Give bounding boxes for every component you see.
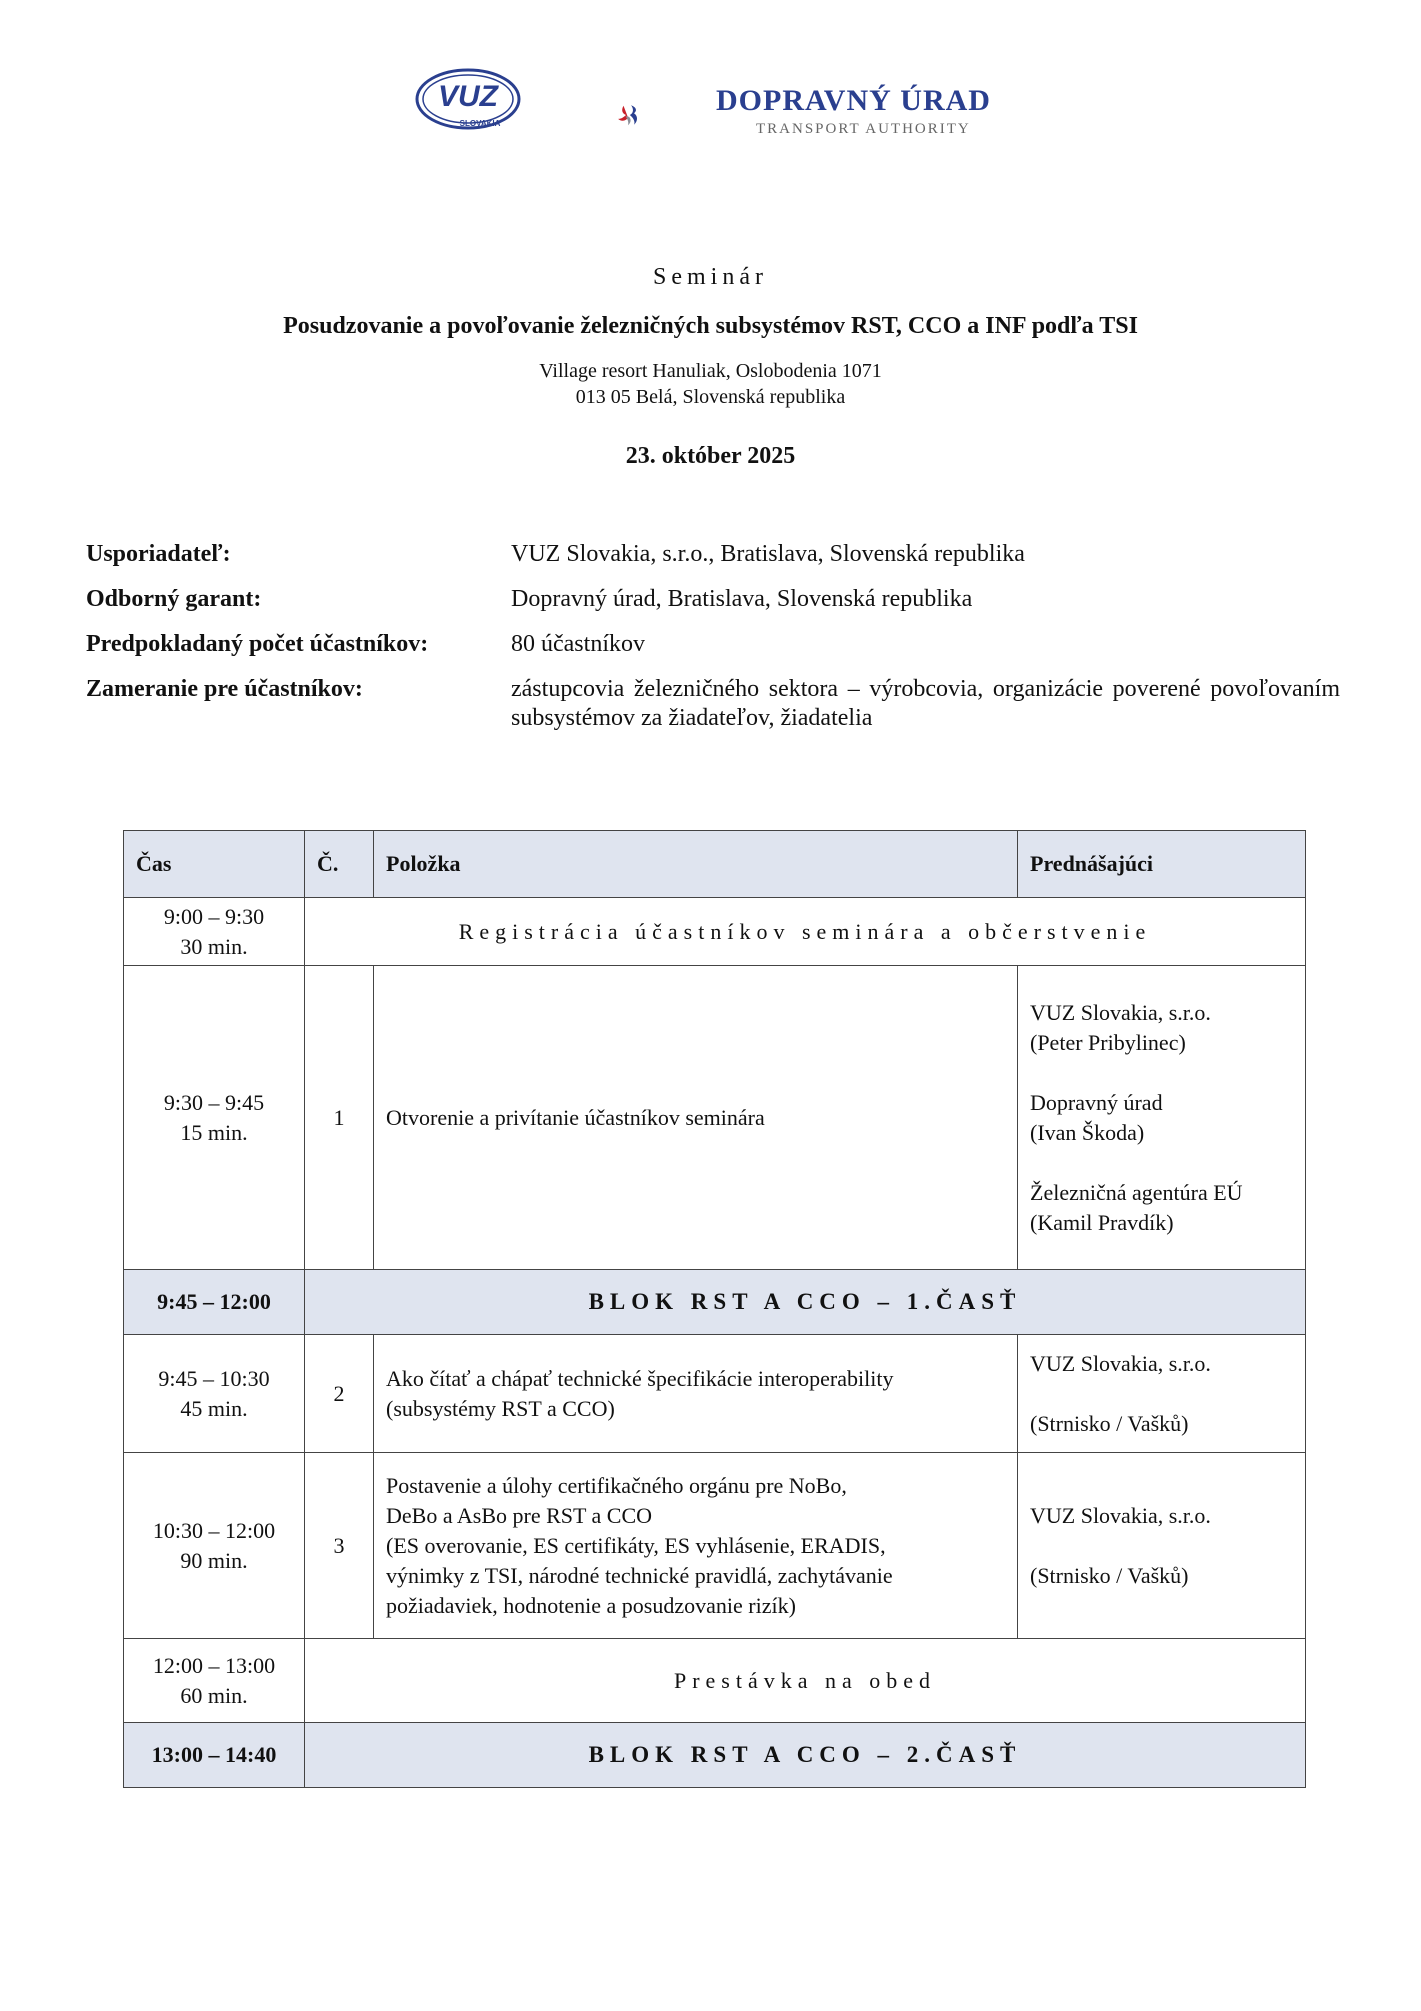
du-logo-subtitle: TRANSPORT AUTHORITY <box>756 121 971 137</box>
table-row-lunch <box>124 1639 1306 1723</box>
vuz-logo-subtext: SLOVAKIA <box>459 119 501 128</box>
presenter-org: Dopravný úrad <box>1030 1089 1163 1115</box>
time-cell <box>124 898 305 966</box>
item-line: požiadaviek, hodnotenie a posudzovanie rizík) <box>386 1592 796 1618</box>
table-row-opening <box>124 966 1306 1270</box>
table-row-block-1 <box>124 1270 1306 1335</box>
block-title: BLOK RST A CCO – 1.ČASŤ <box>305 1270 1306 1335</box>
info-value: Dopravný úrad, Bratislava, Slovenská republika <box>511 586 973 612</box>
item-line: (subsystémy RST a CCO) <box>386 1395 615 1421</box>
time-range: 9:00 – 9:30 <box>163 903 265 929</box>
info-row-organizer <box>86 540 1340 569</box>
time-cell <box>124 966 305 1270</box>
col-header-no: Č. <box>305 831 374 898</box>
block-time: 9:45 – 12:00 <box>124 1270 305 1335</box>
time-range: 9:30 – 9:45 <box>163 1089 265 1115</box>
info-label: Zameranie pre účastníkov: <box>86 676 363 702</box>
item-line: DeBo a AsBo pre RST a CCO <box>386 1502 653 1528</box>
venue-line-1: Village resort Hanuliak, Oslobodenia 1071 <box>539 360 882 382</box>
table-row-block-2 <box>124 1723 1306 1788</box>
seminar-title: Posudzovanie a povoľovanie železničných subsystémov RST, CCO a INF podľa TSI <box>283 313 1138 339</box>
info-value: VUZ Slovakia, s.r.o., Bratislava, Slovenská republika <box>511 541 1025 567</box>
col-header-time: Čas <box>124 831 305 898</box>
info-label: Odborný garant: <box>86 586 262 612</box>
duration: 90 min. <box>180 1547 248 1573</box>
presenter-name: (Kamil Pravdík) <box>1030 1209 1174 1235</box>
presenter-cell <box>1018 1335 1306 1453</box>
presenter-name: (Strnisko / Vašků) <box>1030 1410 1189 1436</box>
info-label: Predpokladaný počet účastníkov: <box>86 631 429 657</box>
time-range: 9:45 – 10:30 <box>158 1365 270 1391</box>
presenter-org: VUZ Slovakia, s.r.o. <box>1030 1502 1211 1528</box>
presenter-org: VUZ Slovakia, s.r.o. <box>1030 999 1211 1025</box>
info-value: zástupcovia železničného sektora – výrobcovia, organizácie poverené povoľovaním subsystémov za žiadateľov, žiadatelia <box>511 676 1340 731</box>
item-line: Ako čítať a chápať technické špecifikácie interoperability <box>386 1365 894 1391</box>
item-text <box>374 1335 1018 1453</box>
presenter-cell <box>1018 1453 1306 1639</box>
presenter-name: (Ivan Škoda) <box>1030 1119 1145 1145</box>
table-row-tsi <box>124 1335 1306 1453</box>
block-title: BLOK RST A CCO – 2.ČASŤ <box>305 1723 1306 1788</box>
time-range: 12:00 – 13:00 <box>152 1652 276 1678</box>
presenter-name: (Peter Pribylinec) <box>1030 1029 1186 1055</box>
table-row-certification <box>124 1453 1306 1639</box>
item-line: výnimky z TSI, národné technické pravidlá, zachytávanie <box>386 1562 893 1588</box>
item-number: 1 <box>305 966 374 1270</box>
venue-line-2: 013 05 Belá, Slovenská republika <box>575 386 846 408</box>
duration: 15 min. <box>180 1119 248 1145</box>
du-logo-title: DOPRAVNÝ ÚRAD <box>716 84 991 117</box>
info-value: 80 účastníkov <box>511 631 645 657</box>
presenter-name: (Strnisko / Vašků) <box>1030 1562 1189 1588</box>
info-row-guarantor <box>86 585 1340 614</box>
item-text <box>374 1453 1018 1639</box>
vuz-logo-text: VUZ <box>438 80 498 113</box>
time-cell <box>124 1639 305 1723</box>
presenter-org: VUZ Slovakia, s.r.o. <box>1030 1350 1211 1376</box>
vuz-slovakia-logo <box>414 68 522 134</box>
time-cell <box>124 1453 305 1639</box>
dopravny-urad-wordmark <box>716 86 991 138</box>
item-text: Otvorenie a privítanie účastníkov seminára <box>374 966 1018 1270</box>
info-row-participants <box>86 630 1340 659</box>
block-time: 13:00 – 14:40 <box>124 1723 305 1788</box>
info-label: Usporiadateľ: <box>86 541 231 567</box>
info-section <box>86 540 1340 749</box>
logo-area <box>0 0 1421 190</box>
table-header-row <box>124 831 1306 898</box>
duration: 60 min. <box>180 1682 248 1708</box>
presenter-org: Železničná agentúra EÚ <box>1030 1179 1243 1205</box>
info-row-target <box>86 675 1340 733</box>
item-number: 2 <box>305 1335 374 1453</box>
col-header-item: Položka <box>374 831 1018 898</box>
time-range: 10:30 – 12:00 <box>152 1517 276 1543</box>
registration-text: Registrácia účastníkov seminára a občerstvenie <box>305 898 1306 966</box>
item-number: 3 <box>305 1453 374 1639</box>
lunch-text: Prestávka na obed <box>305 1639 1306 1723</box>
item-line: (ES overovanie, ES certifikáty, ES vyhlásenie, ERADIS, <box>386 1532 886 1558</box>
time-cell <box>124 1335 305 1453</box>
duration: 30 min. <box>180 933 248 959</box>
seminar-kicker: Seminár <box>653 264 768 290</box>
item-line: Postavenie a úlohy certifikačného orgánu pre NoBo, <box>386 1472 847 1498</box>
duration: 45 min. <box>180 1395 248 1421</box>
dopravny-urad-emblem <box>616 70 716 160</box>
seminar-date: 23. október 2025 <box>625 443 796 469</box>
table-row-registration <box>124 898 1306 966</box>
program-table <box>123 830 1306 1788</box>
presenter-cell <box>1018 966 1306 1270</box>
col-header-presenter: Prednášajúci <box>1018 831 1306 898</box>
